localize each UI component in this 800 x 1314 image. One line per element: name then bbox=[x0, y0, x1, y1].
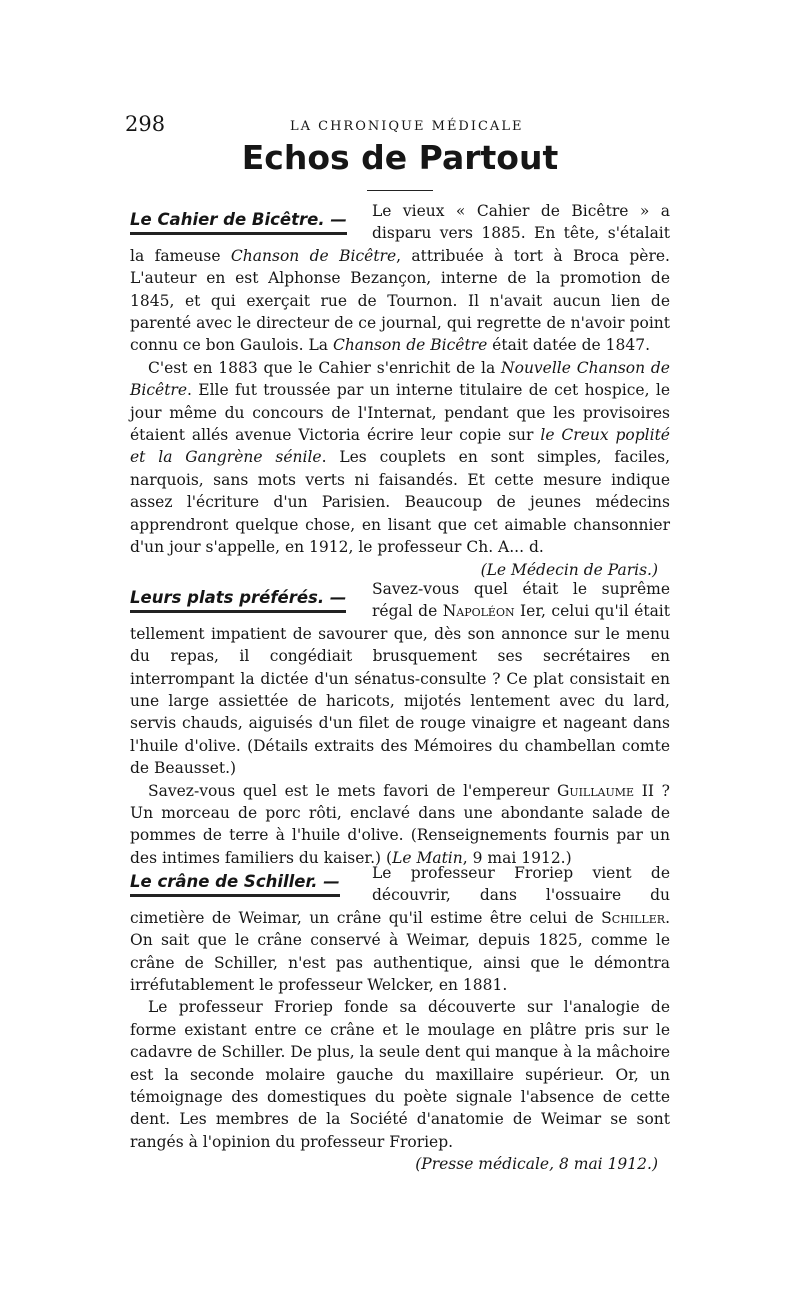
title-rule bbox=[367, 190, 433, 191]
text-run: C'est en 1883 que le Cahier s'enrichit de la bbox=[148, 358, 502, 377]
page-number: 298 bbox=[125, 112, 166, 136]
text-run: Savez-vous quel est le mets favori de l'empereur bbox=[148, 781, 557, 800]
text-run: , attribuée à tort à Broca père. L'auteur en est Alphonse Bezançon, interne de la promotion de 1845, et qui exerçait rue de Tournon. Il n'avait aucun lien de parenté avec le directeur de ce journal, qui regrette de n'avoir point connu ce bon Gaulois. La bbox=[130, 246, 670, 355]
text-run: Ier, celui qu'il était tellement impatient de savourer que, dès son annonce sur le menu du repas, il congédiait brusquement ses secrétaires en interrompant la dictée d'un sénatus-consulte ? Ce plat consistait en une large assiettée de haricots, mijotés lentement avec du lard, servis chauds, aiguisés d'un filet de rouge vinaigre et nageant dans l'huile d'olive. (Détails extraits des Mémoires du chambellan comte de Beausset.) bbox=[130, 602, 670, 778]
journal-title: LA CHRONIQUE MÉDICALE bbox=[290, 119, 524, 134]
small-caps-name: Napoléon bbox=[442, 602, 515, 621]
text-run: Savez-vous quel était le suprême régal de bbox=[372, 580, 670, 621]
paragraph: Le professeur Froriep fonde sa découverte sur l'analogie de forme existant entre ce crâne et le moulage en plâtre pris sur le cadavre de Schiller. De plus, la seule dent qui manque à la mâchoire est la seconde molaire gauche du maxillaire supérieur. Or, un témoignage des domestiques du poète signale l'absence de cette dent. Les membres de la Société d'anatomie de Weimar se sont rangés à l'opinion du professeur Froriep. bbox=[130, 998, 670, 1151]
text-run: Le professeur Froriep vient de découvrir, dans l'ossuaire du cimetière de Weimar, un crâne qu'il estime être celui de bbox=[130, 864, 670, 927]
italic-title: Chanson de Bicêtre bbox=[332, 336, 488, 355]
source-citation: (Presse médicale, 8 mai 1912.) bbox=[415, 1155, 658, 1174]
section-heading bbox=[130, 200, 358, 244]
italic-title: Chanson de Bicêtre bbox=[230, 246, 397, 265]
text-run: . Les couplets en sont simples, faciles, narquois, sans mots verts ni faisandés. Et cette mesure indique assez l'écriture d'un Parisien. Beaucoup de jeunes médecins apprendront quelque chose, en lisant que cet aimable chansonnier d'un jour s'appelle, en 1912, le professeur Ch. A... d. bbox=[130, 448, 670, 557]
heading-dash: — bbox=[324, 588, 347, 607]
small-caps-name: Guillaume bbox=[556, 781, 635, 800]
small-caps-name: Schiller bbox=[601, 908, 666, 927]
page-title: Echos de Partout bbox=[241, 138, 559, 177]
text-run: était datée de 1847. bbox=[487, 336, 650, 355]
paragraph bbox=[130, 357, 670, 559]
section-cahier-de-bicetre bbox=[130, 200, 670, 581]
text-run: II ? Un morceau de porc rôti, enclavé dans une abondante salade de pommes de terre à l'huile d'olive. (Renseignements fournis par un des intimes familiers du kaiser.) ( bbox=[130, 781, 670, 867]
text-run: . Elle fut troussée par un interne titulaire de cet hospice, le jour même du concours de l'Internat, pendant que les provisoires étaient allés avenue Victoria écrire leur copie sur bbox=[130, 381, 670, 445]
heading-dash: — bbox=[317, 872, 340, 891]
text-run: , 9 mai 1912.) bbox=[462, 848, 572, 867]
source-citation: (Le Médecin de Paris.) bbox=[480, 560, 658, 579]
heading-text: Le crâne de Schiller. bbox=[130, 872, 318, 891]
text-run: Le vieux « Cahier de Bicêtre » a disparu vers 1885. En tête, s'étalait la fameuse bbox=[130, 202, 670, 265]
paragraph bbox=[130, 780, 670, 870]
running-head bbox=[125, 112, 670, 138]
text-run: . On sait que le crâne conservé à Weimar, depuis 1825, comme le crâne de Schiller, n'est pas authentique, ainsi que le démontra irréfutablement le professeur Welcker, en 1881. bbox=[130, 908, 670, 995]
italic-title: Nouvelle Chanson de Bicêtre bbox=[130, 358, 670, 400]
section-leurs-plats-preferes bbox=[130, 578, 670, 869]
italic-title: le Creux poplité et la Gangrène sénile bbox=[130, 426, 670, 467]
italic-title: Le Matin bbox=[392, 848, 463, 867]
section-heading bbox=[130, 578, 358, 622]
heading-dash: — bbox=[324, 210, 347, 229]
section-heading bbox=[130, 862, 358, 906]
heading-text: Leurs plats préférés. bbox=[130, 588, 325, 607]
section-crane-de-schiller bbox=[130, 862, 670, 1176]
heading-text: Le Cahier de Bicêtre. bbox=[130, 210, 325, 229]
